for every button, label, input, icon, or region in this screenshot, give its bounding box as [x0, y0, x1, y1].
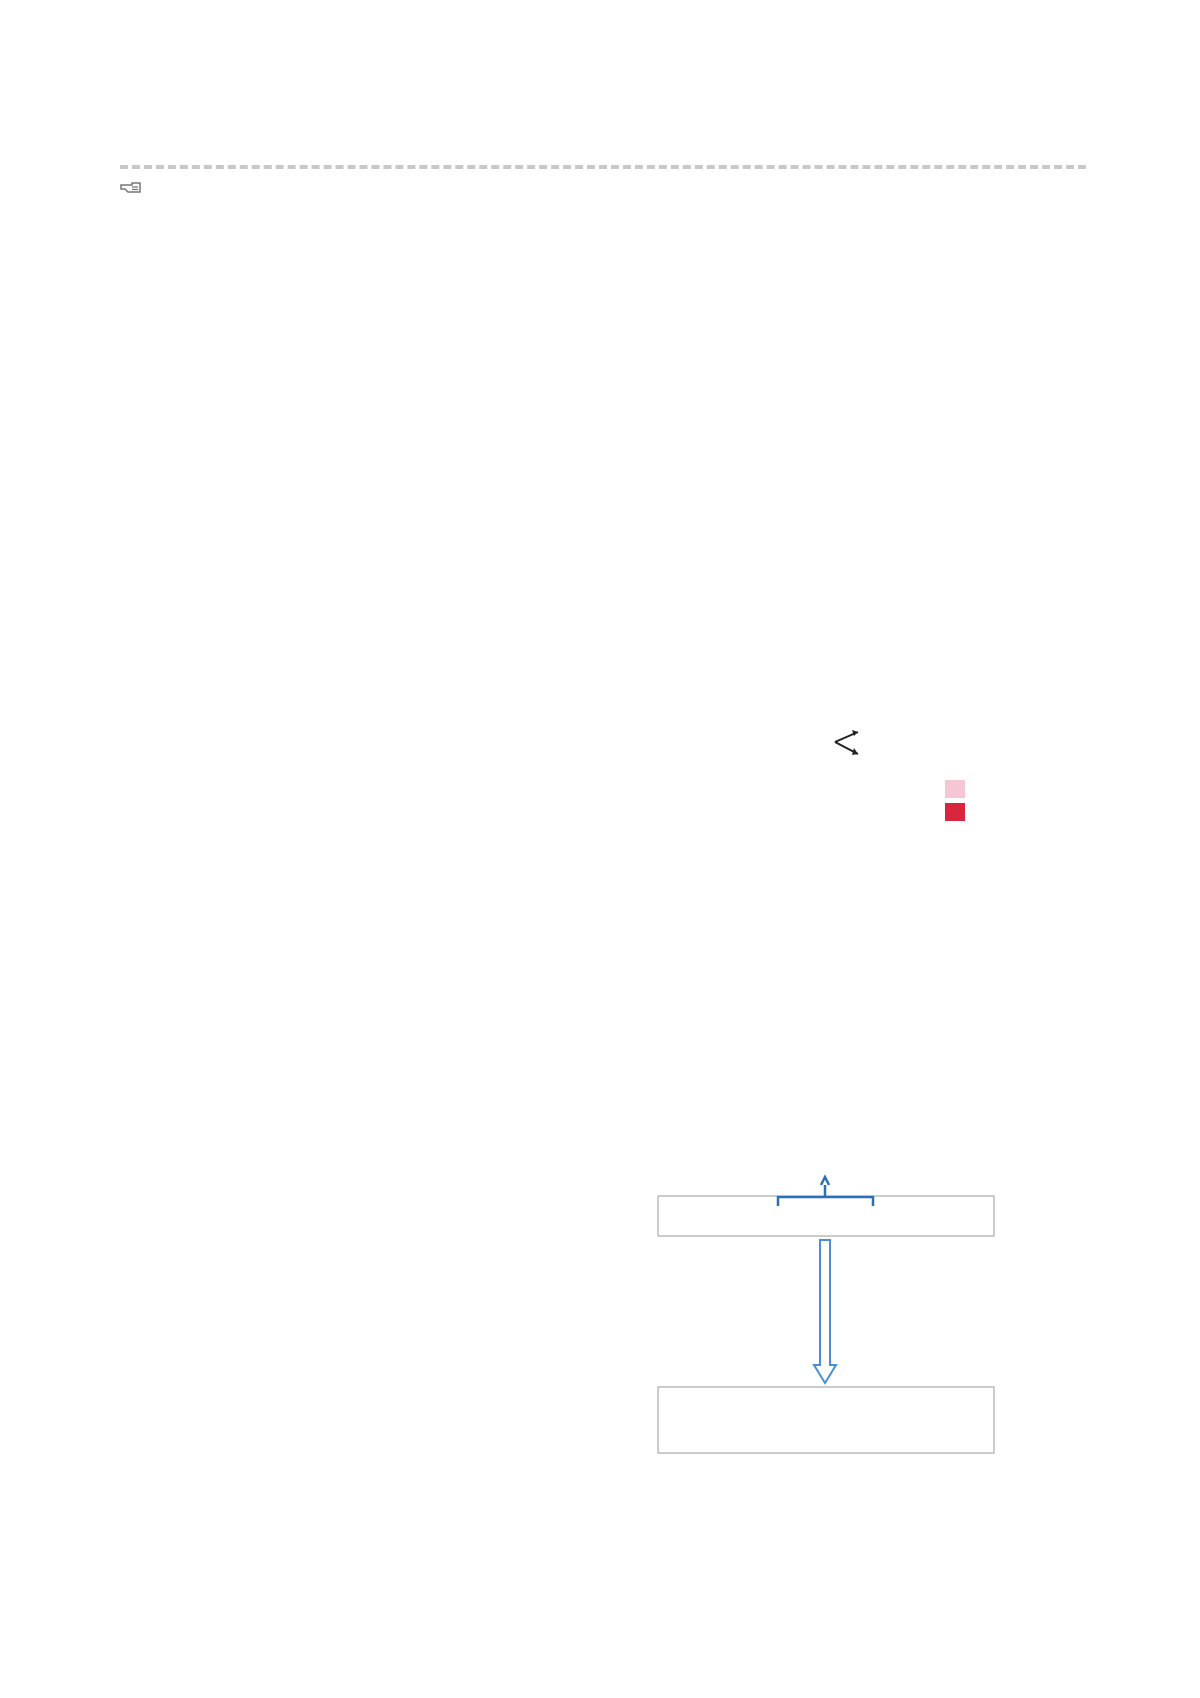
legend-swatch-old: [945, 803, 965, 821]
link-hand-icon: [120, 179, 142, 195]
top-frame: [658, 1196, 994, 1236]
fork-arrows-icon: [835, 730, 858, 755]
bottom-frame: [658, 1387, 994, 1453]
source-link[interactable]: [120, 178, 148, 197]
title-divider: [120, 165, 1086, 169]
origin-bracket: [778, 1177, 873, 1206]
figure-semi-conservative: [620, 700, 1090, 830]
figure-origin-of-replication: [618, 1125, 1038, 1545]
down-arrow-icon: [814, 1240, 836, 1383]
legend-swatch-new: [945, 780, 965, 798]
